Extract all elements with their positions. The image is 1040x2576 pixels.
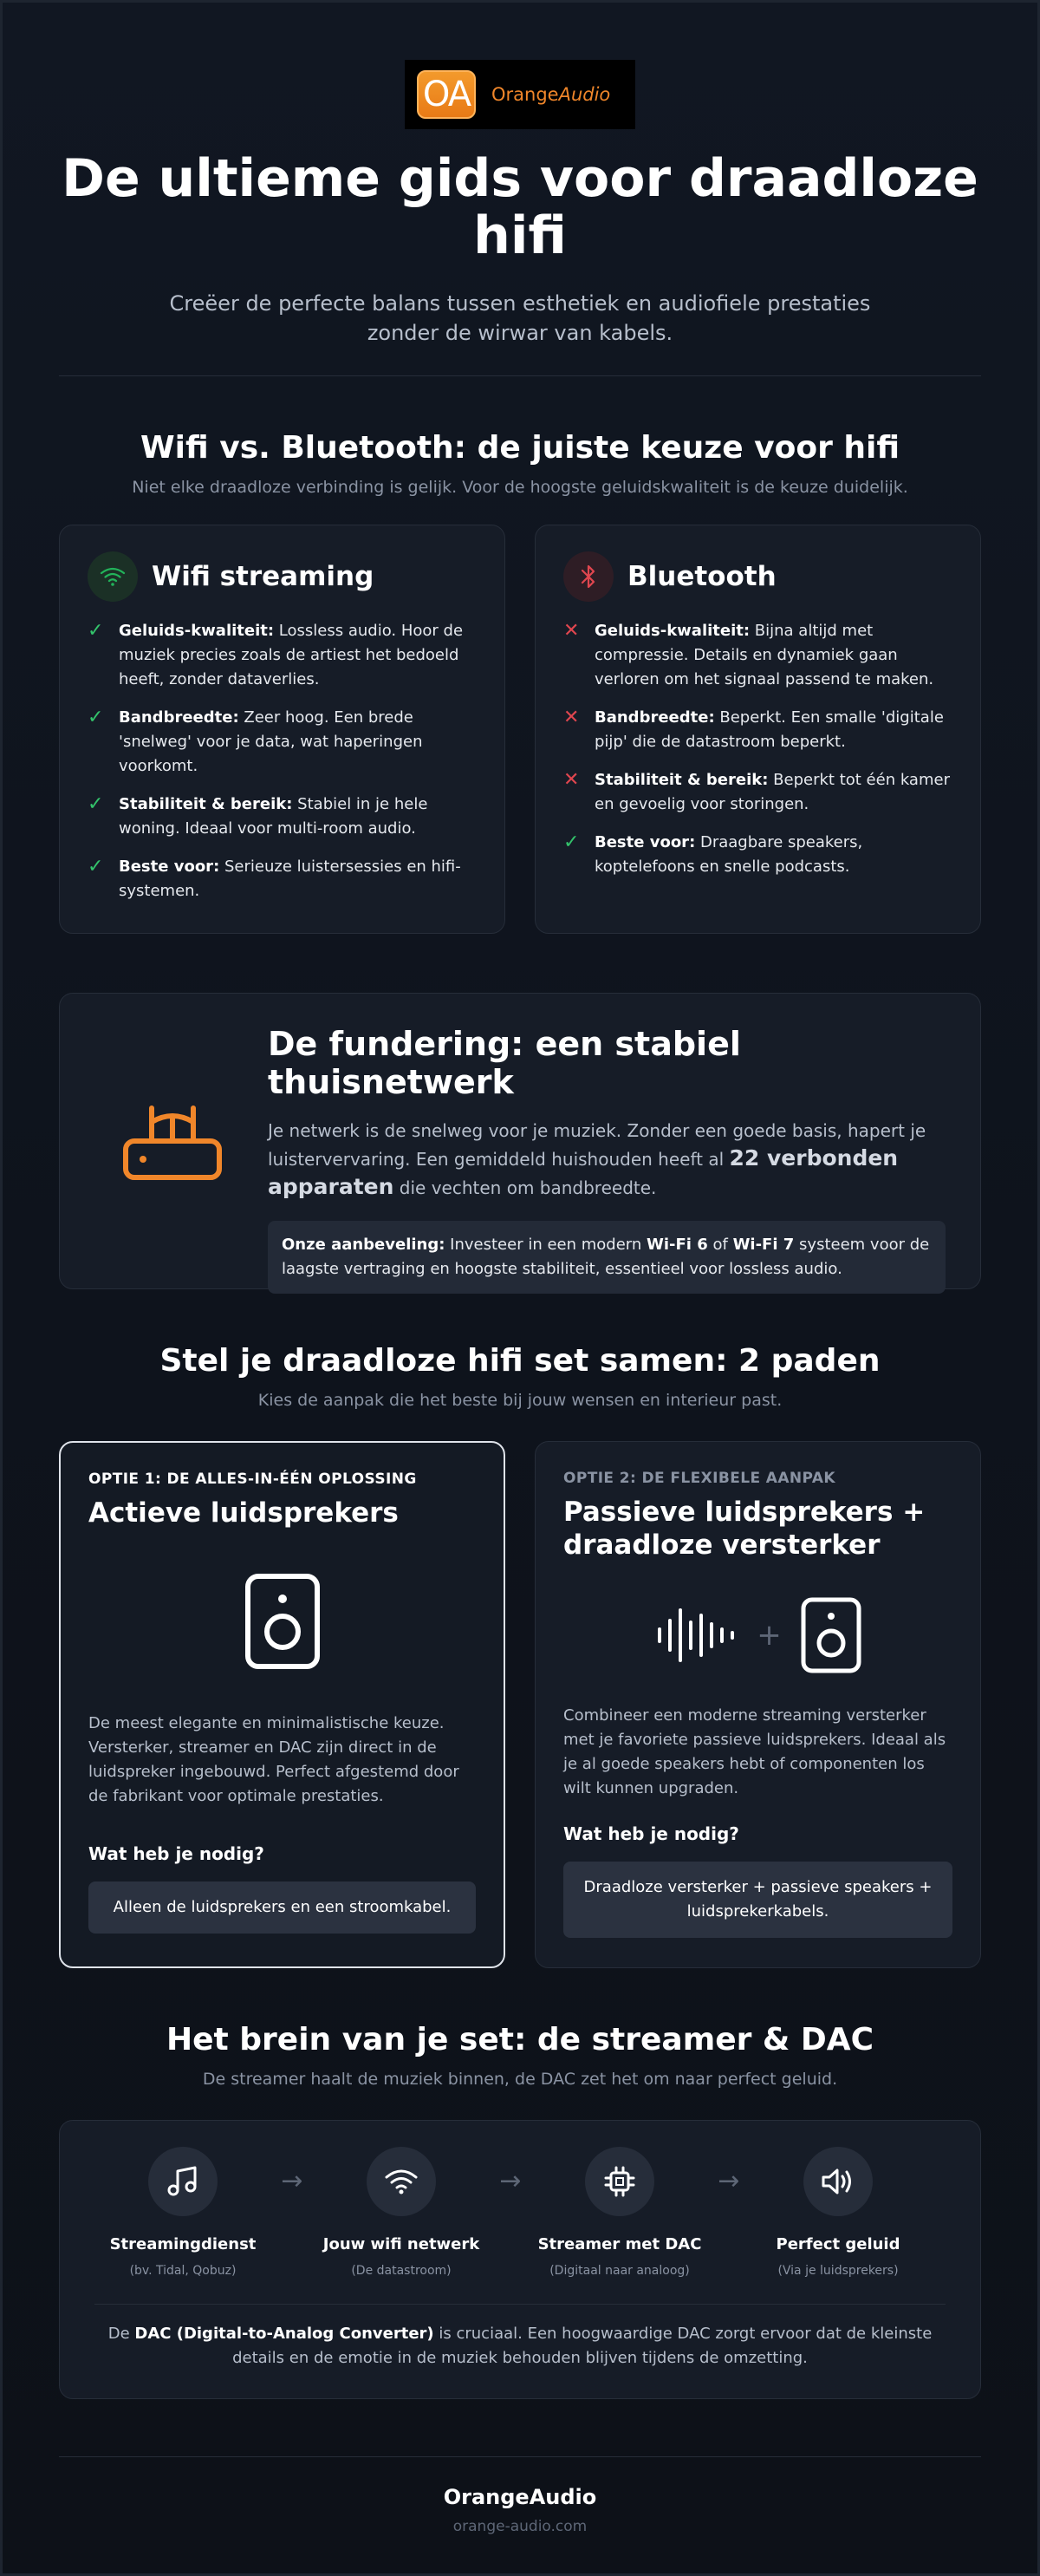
brain-title: Het brein van je set: de streamer & DAC <box>166 2022 874 2058</box>
bluetooth-card-heading: Bluetooth <box>627 561 777 592</box>
check-icon: ✓ <box>563 831 580 853</box>
logo-name-part1: Orange <box>491 84 559 105</box>
dac-note: De DAC (Digital-to-Analog Converter) is cruciaal. Een hoogwaardige DAC zorgt ervoor dat de kleinste details en de emotie in de muziek behouden blijven tijdens de omzetting. <box>107 2325 933 2367</box>
plus-sign: + <box>757 1618 782 1653</box>
brand-logo[interactable] <box>405 60 635 129</box>
flow-step-sound <box>750 2147 926 2278</box>
wifi-item <box>88 855 477 903</box>
logo-wordmark <box>491 84 610 105</box>
compare-subtitle: Niet elke draadloze verbinding is gelijk. Voor de hoogste geluidskwaliteit is de keuze duidelijk. <box>132 478 908 497</box>
brain-subtitle: De streamer haalt de muziek binnen, de DAC zet het om naar perfect geluid. <box>202 2070 838 2089</box>
need-label: Wat heb je nodig? <box>88 1843 264 1864</box>
flow-step-wifi <box>313 2147 490 2278</box>
bluetooth-item <box>563 706 952 754</box>
bluetooth-item-text: Beste voor: Draagbare speakers, koptelefoons en snelle podcasts. <box>595 833 863 876</box>
recommendation-box: Onze aanbeveling: Investeer in een modern Wi-Fi 6 of Wi-Fi 7 systeem voor de laagste vertraging en hoogste stabiliteit, essentieel voor lossless audio. <box>268 1221 946 1294</box>
logo-name-part2: Audio <box>558 84 611 105</box>
page-title: De ultieme gids voor draadloze hifi <box>62 148 978 266</box>
option-tag: OPTIE 1: DE ALLES-IN-ÉÉN OPLOSSING <box>88 1471 417 1488</box>
cross-icon: ✕ <box>563 769 580 791</box>
need-label: Wat heb je nodig? <box>563 1823 739 1844</box>
header-divider <box>59 375 981 376</box>
wifi-card-header <box>88 551 477 602</box>
paths-section <box>59 1343 981 1968</box>
need-value: Alleen de luidsprekers en een stroomkabel. <box>88 1881 476 1934</box>
network-foundation-card <box>59 993 981 1289</box>
flow-step-subtitle: (Digitaal naar analoog) <box>549 2264 690 2278</box>
signal-flow <box>94 2147 946 2278</box>
paths-title: Stel je draadloze hifi set samen: 2 paden <box>159 1343 881 1379</box>
foundation-body <box>268 1025 946 1278</box>
wifi-item-text: Geluids-kwaliteit: Lossless audio. Hoor de muziek precies zoals de artiest het bedoeld heeft, zonder dataverlies. <box>119 622 464 688</box>
check-icon: ✓ <box>88 620 104 642</box>
wifi-icon <box>88 551 138 602</box>
paths-subtitle: Kies de aanpak die het beste bij jouw wensen en interieur past. <box>257 1391 783 1410</box>
speaker-volume-icon <box>803 2147 873 2216</box>
option-heading: Actieve luidsprekers <box>88 1497 399 1529</box>
check-icon: ✓ <box>88 707 104 728</box>
flow-step-streaming <box>94 2147 271 2278</box>
music-note-icon <box>148 2147 218 2216</box>
bluetooth-item-text: Stabiliteit & bereik: Beperkt tot één kamer en gevoelig voor storingen. <box>595 771 950 813</box>
option-tag: OPTIE 2: DE FLEXIBELE AANPAK <box>563 1470 835 1487</box>
need-value: Draadloze versterker + passieve speakers + luidsprekerkabels. <box>563 1862 952 1938</box>
flow-step-subtitle: (De datastroom) <box>351 2264 452 2278</box>
option-passive-speakers-card[interactable] <box>535 1441 981 1968</box>
option-description: De meest elegante en minimalistische keuze. Versterker, streamer en DAC zijn direct in de luidspreker ingebouwd. Perfect afgestemd door de fabrikant voor optimale prestaties. <box>88 1714 459 1805</box>
bluetooth-item-text: Geluids-kwaliteit: Bijna altijd met compressie. Details en dynamiek gaan verloren om het signaal passend te maken. <box>595 622 934 688</box>
router-icon <box>94 1025 250 1257</box>
logo-mark-text: OA <box>422 75 471 114</box>
footer-url-link[interactable]: orange-audio.com <box>452 2518 588 2535</box>
compare-section <box>59 430 981 934</box>
page-subtitle: Creëer de perfecte balans tussen esthetiek en audiofiele prestaties zonder de wirwar van kabels. <box>169 291 871 345</box>
option-description: Combineer een moderne streaming versterker met je favoriete passieve luidsprekers. Ideaal als je al goede speakers hebt of componenten los wilt kunnen upgraden. <box>563 1706 946 1797</box>
bluetooth-card-header <box>563 551 952 602</box>
check-icon: ✓ <box>88 856 104 877</box>
wifi-card-heading: Wifi streaming <box>152 561 374 592</box>
flow-step-title: Streamer met DAC <box>537 2235 702 2253</box>
bluetooth-item <box>563 831 952 879</box>
bluetooth-item <box>563 768 952 817</box>
footer-brand: OrangeAudio <box>443 2485 597 2509</box>
compare-title: Wifi vs. Bluetooth: de juiste keuze voor hifi <box>140 430 900 466</box>
flow-step-subtitle: (Via je luidsprekers) <box>777 2264 899 2278</box>
cross-icon: ✕ <box>563 620 580 642</box>
wifi-item-text: Beste voor: Serieuze luistersessies en hifi-systemen. <box>119 858 461 900</box>
logo-mark <box>417 70 476 119</box>
wifi-item <box>88 792 477 841</box>
arrow-right-icon: → <box>281 2166 303 2196</box>
flow-divider <box>94 2304 946 2305</box>
bluetooth-icon <box>563 551 614 602</box>
compare-cards <box>59 525 981 934</box>
cross-icon: ✕ <box>563 707 580 728</box>
speaker-icon <box>801 1597 861 1673</box>
wifi-icon <box>367 2147 436 2216</box>
flow-step-title: Perfect geluid <box>776 2235 900 2253</box>
wifi-item <box>88 706 477 779</box>
option-active-speakers-card[interactable] <box>59 1441 505 1968</box>
footer-divider <box>59 2456 981 2457</box>
streamer-dac-section <box>59 2022 981 2399</box>
option-heading: Passieve luidsprekers + draadloze versterker <box>563 1497 926 1561</box>
flow-step-streamer-dac <box>531 2147 708 2278</box>
content-wrapper <box>59 60 981 2535</box>
wifi-item-text: Stabiliteit & bereik: Stabiel in je hele woning. Ideaal voor multi-room audio. <box>119 795 428 838</box>
bluetooth-card <box>535 525 981 934</box>
flow-step-subtitle: (bv. Tidal, Qobuz) <box>129 2264 237 2278</box>
wifi-item-text: Bandbreedte: Zeer hoog. Een brede 'snelweg' voor je data, wat haperingen voorkomt. <box>119 708 423 775</box>
option-illustration <box>563 1570 952 1700</box>
flow-step-title: Streamingdienst <box>109 2235 257 2253</box>
bluetooth-item <box>563 619 952 692</box>
wifi-item <box>88 619 477 692</box>
speaker-icon <box>88 1535 476 1708</box>
arrow-right-icon: → <box>718 2166 740 2196</box>
foundation-title: De fundering: een stabiel thuisnetwerk <box>268 1025 741 1101</box>
flow-step-title: Jouw wifi netwerk <box>322 2235 480 2253</box>
arrow-right-icon: → <box>499 2166 522 2196</box>
check-icon: ✓ <box>88 793 104 815</box>
path-cards <box>59 1441 981 1968</box>
foundation-text: Je netwerk is de snelweg voor je muziek. Zonder een goede basis, hapert je luistervervaring. Een gemiddeld huishouden heeft al 22 verbonden apparaten die vechten om bandbreedte. <box>268 1120 926 1199</box>
sound-wave-icon <box>654 1605 738 1666</box>
wifi-card <box>59 525 505 934</box>
device-count-highlight: 22 verbonden apparaten <box>268 1145 899 1199</box>
chip-icon <box>585 2147 654 2216</box>
bluetooth-item-text: Bandbreedte: Beperkt. Een smalle 'digitale pijp' die de datastroom beperkt. <box>595 708 944 751</box>
signal-flow-card <box>59 2120 981 2399</box>
